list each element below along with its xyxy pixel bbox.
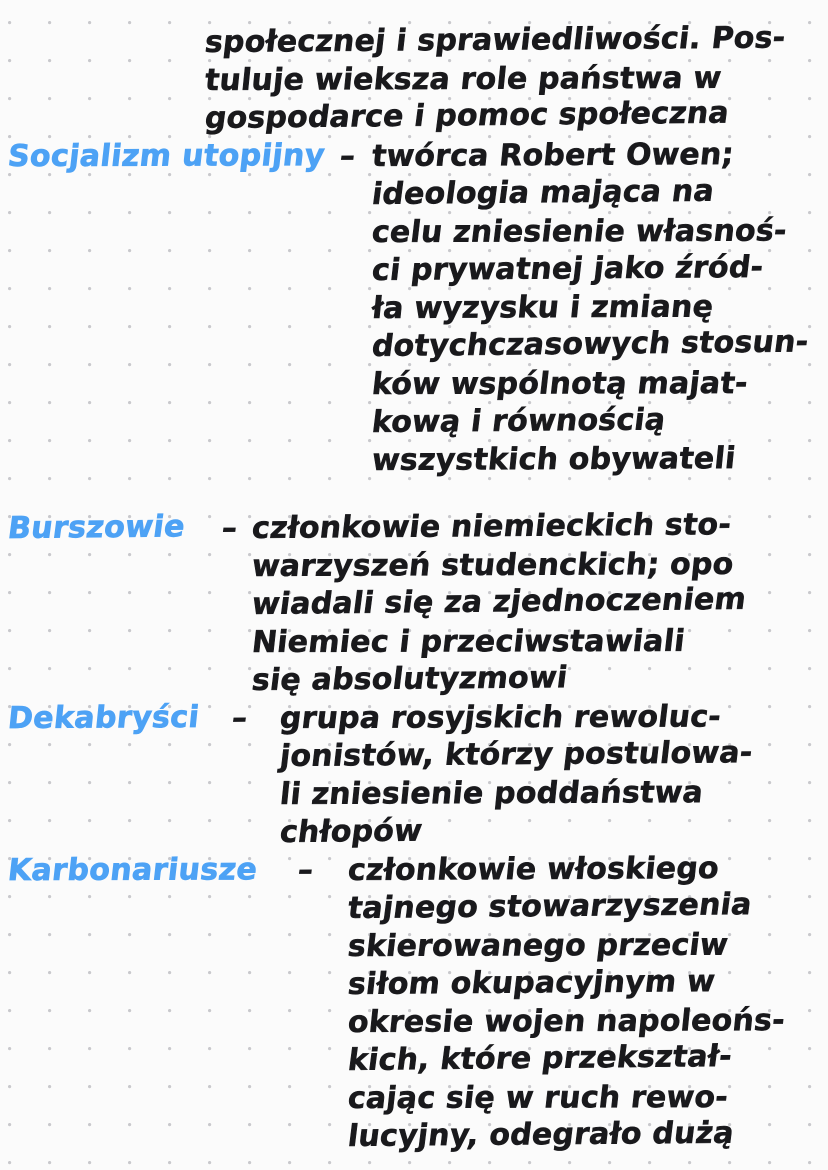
note-text-line: jonistów, którzy postulowa-	[278, 735, 755, 775]
note-text-line: celu zniesienie własnoś-	[369, 213, 789, 251]
separator-dash: –	[219, 510, 240, 547]
note-text-line: siłom okupacyjnym w	[346, 964, 718, 1003]
note-text-line: tajnego stowarzyszenia	[345, 887, 754, 927]
note-text-line: wszystkich obywateli	[370, 441, 738, 479]
note-text-line: cając się w ruch rewo-	[346, 1080, 730, 1117]
note-text-line: wiadali się za zjednoczeniem	[249, 581, 749, 623]
note-text-line: lucyjny, odegrało dużą	[345, 1115, 736, 1155]
term-heading: Dekabryści	[6, 699, 201, 737]
term-heading: Socjalizm utopijny	[6, 138, 327, 175]
separator-dash: –	[295, 852, 316, 889]
note-text-line: się absolutyzmowi	[249, 660, 570, 699]
note-text-line: okresie wojen napoleońs-	[346, 1003, 787, 1041]
note-text-line: li zniesienie poddaństwa	[278, 775, 705, 813]
note-text-line: ków wspólnotą majat-	[370, 366, 750, 403]
note-text-line: ła wyzysku i zmianę	[370, 289, 716, 327]
note-text-line: ideologia mająca na	[369, 173, 717, 213]
note-text-line: twórca Robert Owen;	[370, 137, 736, 175]
note-text-line: społecznej i sprawiedliwości. Pos-	[203, 20, 788, 61]
note-text-line: gospodarce i pomoc społeczna	[202, 95, 732, 137]
note-text-line: tuluje wieksza role państwa w	[203, 60, 724, 99]
note-text-line: kową i równością	[369, 402, 668, 441]
note-text-line: dotychczasowych stosun-	[369, 324, 811, 365]
note-text-line: członkowie niemieckich sto-	[250, 507, 734, 547]
note-text-line: chłopów	[277, 813, 425, 851]
term-heading: Burszowie	[5, 509, 188, 547]
note-text-line: członkowie włoskiego	[346, 851, 721, 889]
term-heading: Karbonariusze	[6, 852, 260, 889]
separator-dash: –	[229, 700, 250, 737]
note-text-line: skierowanego przeciw	[345, 927, 731, 965]
note-text-line: kich, które przekształ-	[345, 1038, 735, 1079]
note-text-line: ci prywatnej jako źród-	[370, 249, 766, 289]
note-text-line: grupa rosyjskich rewoluc-	[277, 699, 724, 737]
note-text-line: Niemiec i przeciwstawiali	[250, 623, 687, 661]
note-text-line: warzyszeń studenckich; opo	[250, 546, 736, 585]
separator-dash: –	[337, 138, 358, 175]
